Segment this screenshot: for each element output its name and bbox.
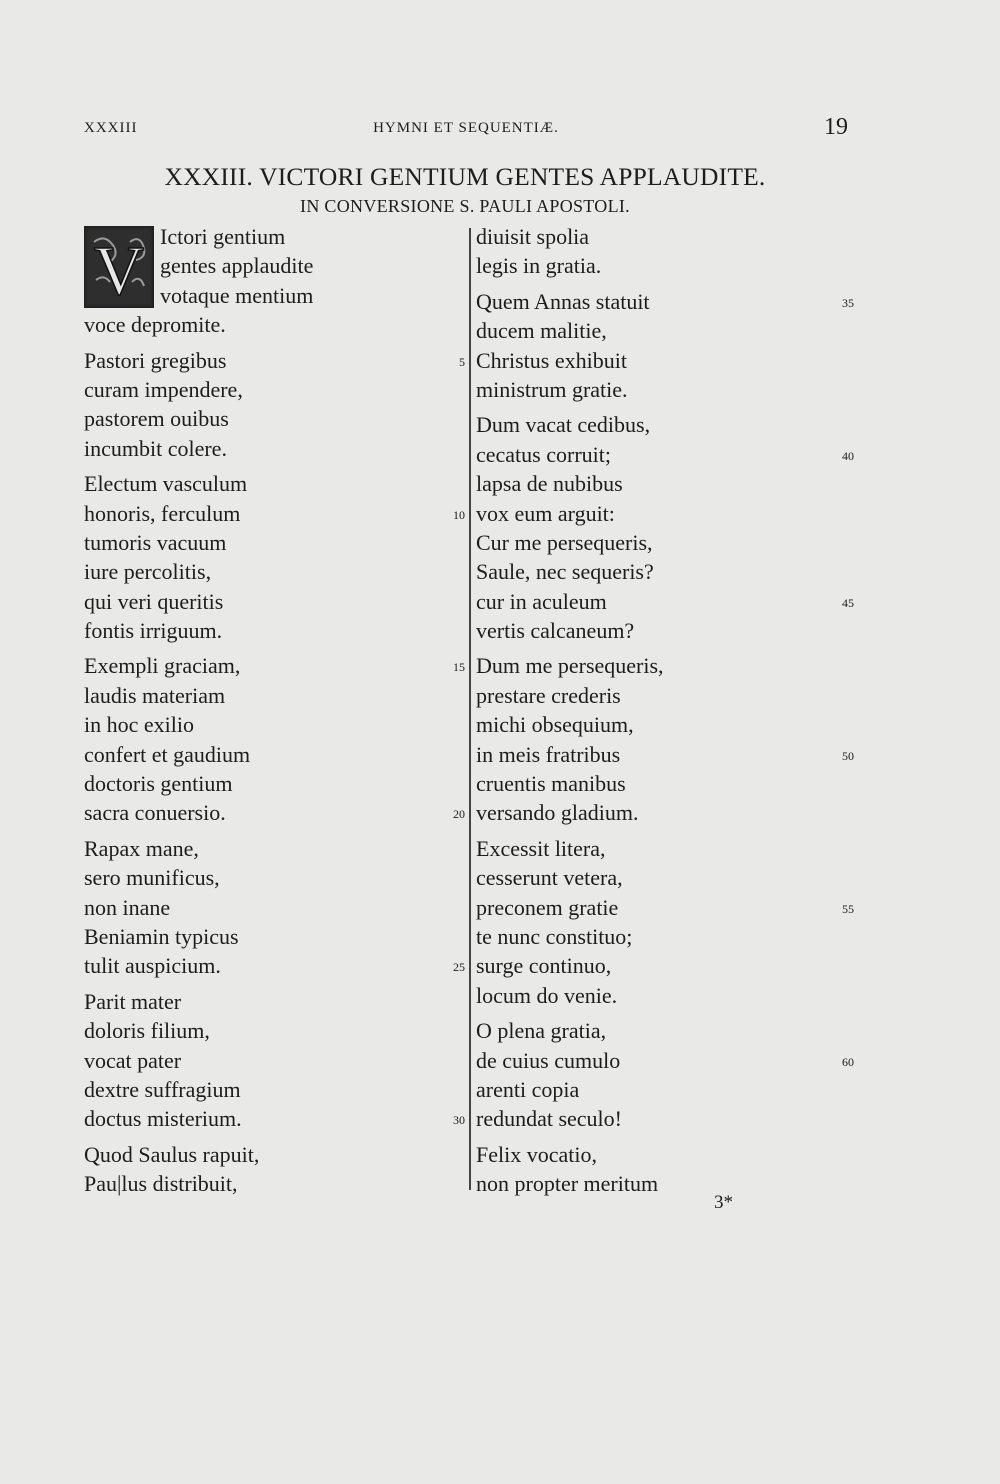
verse-text: vocat pater — [84, 1047, 182, 1073]
signature-mark: 3* — [714, 1192, 733, 1213]
verse-line — [474, 798, 854, 827]
verse-text: Ictori gentium — [160, 224, 286, 249]
verse-text: O plena gratia, — [476, 1018, 607, 1044]
stanza — [84, 1140, 469, 1199]
hymn-subtitle: IN CONVERSIONE S. PAULI APOSTOLI. — [300, 196, 630, 216]
line-number: 60 — [842, 1054, 854, 1069]
verse-line — [84, 922, 469, 951]
verse-line — [474, 922, 854, 951]
verse-line — [84, 651, 469, 680]
verse-line — [474, 651, 854, 680]
verse-text: tulit auspicium. — [84, 953, 221, 979]
verse-text: Exempli graciam, — [84, 653, 241, 679]
stanza — [474, 222, 854, 281]
verse-line — [84, 1104, 469, 1133]
verse-line — [474, 287, 854, 316]
verse-line — [84, 834, 469, 863]
verse-line — [84, 434, 469, 463]
verse-text: de cuius cumulo — [476, 1047, 621, 1073]
verse-line — [84, 893, 469, 922]
verse-line — [474, 681, 854, 710]
verse-text: pastorem ouibus — [84, 406, 229, 432]
verse-line — [474, 251, 854, 280]
verse-text: Pau|lus distribuit, — [84, 1171, 238, 1197]
verse-text: dextre suffragium — [84, 1076, 241, 1102]
verse-line — [84, 469, 469, 498]
verse-text: surge continuo, — [476, 953, 612, 979]
stanza — [84, 222, 469, 340]
verse-line — [474, 528, 854, 557]
verse-line — [84, 251, 469, 280]
line-number: 10 — [453, 507, 465, 522]
verse-text: in hoc exilio — [84, 712, 194, 738]
verse-text: ducem malitie, — [476, 318, 607, 344]
verse-line — [84, 740, 469, 769]
verse-text: Quod Saulus rapuit, — [84, 1141, 260, 1167]
verse-text: Parit mater — [84, 988, 182, 1014]
verse-line — [474, 410, 854, 439]
verse-text: Pastori gregibus — [84, 347, 227, 373]
verse-text: gentes applaudite — [160, 253, 314, 279]
line-number: 30 — [453, 1113, 465, 1128]
verse-line — [474, 316, 854, 345]
verse-text: Quem Annas statuit — [476, 288, 650, 314]
verse-line — [84, 346, 469, 375]
verse-line — [474, 1046, 854, 1075]
verse-line — [474, 222, 854, 251]
verse-text: preconem gratie — [476, 894, 619, 920]
verse-text: Felix vocatio, — [476, 1141, 597, 1167]
hymn-title: XXXIII. VICTORI GENTIUM GENTES APPLAUDITE. — [164, 162, 766, 191]
line-number: 25 — [453, 960, 465, 975]
verse-text: iure percolitis, — [84, 559, 212, 585]
stanza — [84, 987, 469, 1134]
verse-line — [84, 798, 469, 827]
verse-line — [84, 310, 469, 339]
verse-text: in meis fratribus — [476, 741, 621, 767]
verse-line — [84, 1046, 469, 1075]
stanza — [474, 287, 854, 405]
verse-line — [474, 1169, 854, 1198]
verse-text: curam impendere, — [84, 376, 243, 402]
verse-text: sero munificus, — [84, 865, 220, 891]
verse-line — [84, 222, 469, 251]
line-number: 50 — [842, 748, 854, 763]
left-column — [84, 222, 469, 1205]
verse-line — [84, 528, 469, 557]
verse-line — [474, 740, 854, 769]
verse-line — [474, 440, 854, 469]
running-head-section: XXXIII — [84, 120, 138, 136]
verse-text: Rapax mane, — [84, 835, 199, 861]
verse-text: cruentis manibus — [476, 771, 626, 797]
verse-text: Saule, nec sequeris? — [476, 559, 654, 585]
stanza — [474, 834, 854, 1010]
verse-text: prestare crederis — [476, 682, 621, 708]
stanza — [474, 410, 854, 645]
verse-text: Electum vasculum — [84, 471, 248, 497]
verse-line — [84, 499, 469, 528]
verse-text: qui veri queritis — [84, 588, 224, 614]
verse-text: Christus exhibuit — [476, 347, 627, 373]
verse-line — [84, 587, 469, 616]
stanza — [474, 1140, 854, 1199]
verse-text: cecatus corruit; — [476, 441, 611, 467]
line-number: 35 — [842, 295, 854, 310]
verse-text: doctoris gentium — [84, 771, 233, 797]
verse-line — [84, 616, 469, 645]
verse-line — [474, 616, 854, 645]
verse-text: laudis materiam — [84, 682, 226, 708]
verse-line — [84, 375, 469, 404]
stanza — [84, 834, 469, 981]
line-number: 20 — [453, 807, 465, 822]
verse-line — [474, 981, 854, 1010]
verse-line — [84, 1169, 469, 1198]
verse-text: fontis irriguum. — [84, 618, 223, 644]
verse-text: Dum vacat cedibus, — [476, 412, 651, 438]
verse-text: redundat seculo! — [476, 1106, 622, 1132]
verse-text: doloris filium, — [84, 1018, 210, 1044]
verse-line — [84, 1075, 469, 1104]
line-number: 55 — [842, 901, 854, 916]
verse-line — [84, 863, 469, 892]
verse-text: cesserunt vetera, — [476, 865, 623, 891]
verse-text: confert et gaudium — [84, 741, 251, 767]
verse-line — [84, 404, 469, 433]
verse-text: Dum me persequeris, — [476, 653, 664, 679]
verse-line — [474, 469, 854, 498]
verse-line — [474, 893, 854, 922]
verse-line — [84, 1140, 469, 1169]
verse-text: Beniamin typicus — [84, 923, 239, 949]
stanza — [474, 1016, 854, 1134]
column-divider — [469, 228, 471, 1190]
verse-text: votaque mentium — [160, 282, 314, 308]
stanza — [474, 651, 854, 827]
verse-line — [474, 587, 854, 616]
verse-line — [474, 499, 854, 528]
page-number: 19 — [824, 114, 848, 140]
line-number: 45 — [842, 595, 854, 610]
running-head-title: HYMNI ET SEQUENTIÆ. — [373, 120, 559, 136]
verse-line — [474, 951, 854, 980]
verse-text: vox eum arguit: — [476, 500, 615, 526]
verse-text: incumbit colere. — [84, 435, 227, 461]
verse-line — [474, 1016, 854, 1045]
verse-text: non propter meritum — [476, 1171, 659, 1197]
verse-line — [84, 681, 469, 710]
verse-line — [84, 987, 469, 1016]
verse-text: te nunc constituo; — [476, 923, 633, 949]
verse-text: michi obsequium, — [476, 712, 634, 738]
verse-line — [474, 710, 854, 739]
running-head — [84, 114, 848, 144]
verse-text: legis in gratia. — [476, 253, 602, 279]
stanza — [84, 346, 469, 464]
verse-line — [84, 557, 469, 586]
verse-line — [84, 710, 469, 739]
verse-text: sacra conuersio. — [84, 800, 226, 826]
stanza — [84, 469, 469, 645]
verse-line — [474, 834, 854, 863]
verse-line — [474, 375, 854, 404]
line-number: 5 — [459, 354, 465, 369]
verse-text: Cur me persequeris, — [476, 529, 653, 555]
verse-text: diuisit spolia — [476, 224, 590, 249]
verse-line — [474, 1075, 854, 1104]
verse-text: lapsa de nubibus — [476, 471, 623, 497]
verse-line — [474, 346, 854, 375]
verse-text: tumoris vacuum — [84, 529, 227, 555]
drop-cap-letter: V — [93, 233, 145, 306]
line-number: 15 — [453, 660, 465, 675]
verse-line — [474, 557, 854, 586]
verse-text: vertis calcaneum? — [476, 618, 635, 644]
verse-line — [84, 951, 469, 980]
line-number: 40 — [842, 448, 854, 463]
verse-text: honoris, ferculum — [84, 500, 241, 526]
verse-text: Excessit litera, — [476, 835, 606, 861]
verse-text: locum do venie. — [476, 982, 618, 1008]
verse-text: cur in aculeum — [476, 588, 607, 614]
verse-line — [84, 1016, 469, 1045]
verse-text: ministrum gratie. — [476, 376, 628, 402]
verse-text: doctus misterium. — [84, 1106, 242, 1132]
verse-line — [474, 863, 854, 892]
right-column — [474, 222, 854, 1205]
verse-line — [84, 769, 469, 798]
verse-text: versando gladium. — [476, 800, 639, 826]
verse-line — [474, 769, 854, 798]
stanza — [84, 651, 469, 827]
verse-line — [474, 1140, 854, 1169]
verse-line — [474, 1104, 854, 1133]
verse-text: arenti copia — [476, 1076, 580, 1102]
verse-text: non inane — [84, 894, 171, 920]
verse-line — [84, 281, 469, 310]
verse-text: voce depromite. — [84, 312, 226, 338]
